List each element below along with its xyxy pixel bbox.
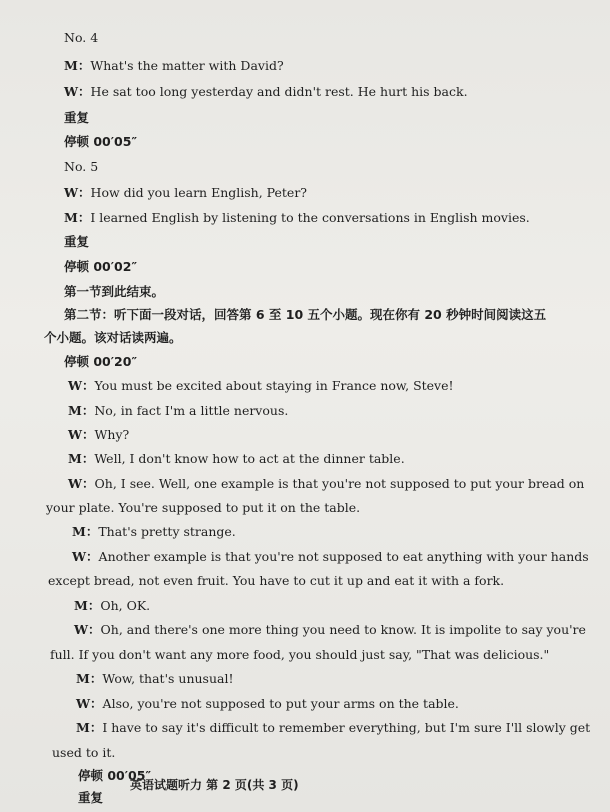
instruction-line: 重复: [64, 110, 90, 125]
text-line: No. 4: [64, 30, 99, 45]
dialogue-line: W：Also, you're not supposed to put your arms on the table.: [76, 696, 459, 711]
dialogue-line: W：Another example is that you're not supposed to eat anything with your hands: [72, 549, 589, 564]
instruction-line: 个小题。该对话读两遍。: [44, 330, 182, 345]
dialogue-line: M：Well, I don't know how to act at the dinner table.: [68, 451, 405, 466]
dialogue-line: W：How did you learn English, Peter?: [64, 185, 308, 200]
dialogue-line: W：Oh, I see. Well, one example is that you're not supposed to put your bread on: [68, 476, 585, 491]
dialogue-line: W：You must be excited about staying in France now, Steve!: [68, 378, 454, 393]
instruction-line: 停顿 00′20″: [64, 354, 138, 369]
instruction-line: 停顿 00′05″: [78, 768, 152, 783]
dialogue-line: W：Why?: [68, 427, 130, 442]
dialogue-line: W：He sat too long yesterday and didn't rest. He hurt his back.: [64, 84, 468, 99]
dialogue-line: M：I have to say it's difficult to remember everything, but I'm sure I'll slowly get: [76, 720, 591, 735]
dialogue-line: M：Oh, OK.: [74, 598, 151, 613]
instruction-line: 停顿 00′05″: [64, 134, 138, 149]
text-line: No. 5: [64, 159, 99, 174]
dialogue-line: W：Oh, and there's one more thing you need to know. It is impolite to say you're: [74, 622, 586, 637]
dialogue-line: M：Wow, that's unusual!: [76, 671, 234, 686]
instruction-line: 重复: [78, 790, 104, 805]
dialogue-line: M：No, in fact I'm a little nervous.: [68, 403, 289, 418]
dialogue-line: your plate. You're supposed to put it on the table.: [46, 500, 361, 515]
instruction-line: 重复: [64, 234, 90, 249]
dialogue-line: full. If you don't want any more food, you should just say, "That was delicious.": [50, 647, 550, 662]
instruction-line: 第一节到此结束。: [64, 284, 165, 299]
dialogue-line: except bread, not even fruit. You have to cut it up and eat it with a fork.: [48, 573, 505, 588]
dialogue-line: used to it.: [52, 745, 116, 760]
dialogue-line: M：What's the matter with David?: [64, 58, 284, 73]
instruction-line: 停顿 00′02″: [64, 259, 138, 274]
dialogue-line: M：I learned English by listening to the conversations in English movies.: [64, 210, 530, 225]
instruction-line: 第二节：听下面一段对话，回答第 6 至 10 五个小题。现在你有 20 秒钟时间阅读这五: [64, 307, 547, 322]
page-footer: 英语试题听力 第 2 页(共 3 页): [130, 778, 299, 792]
dialogue-line: M：That's pretty strange.: [72, 524, 236, 539]
